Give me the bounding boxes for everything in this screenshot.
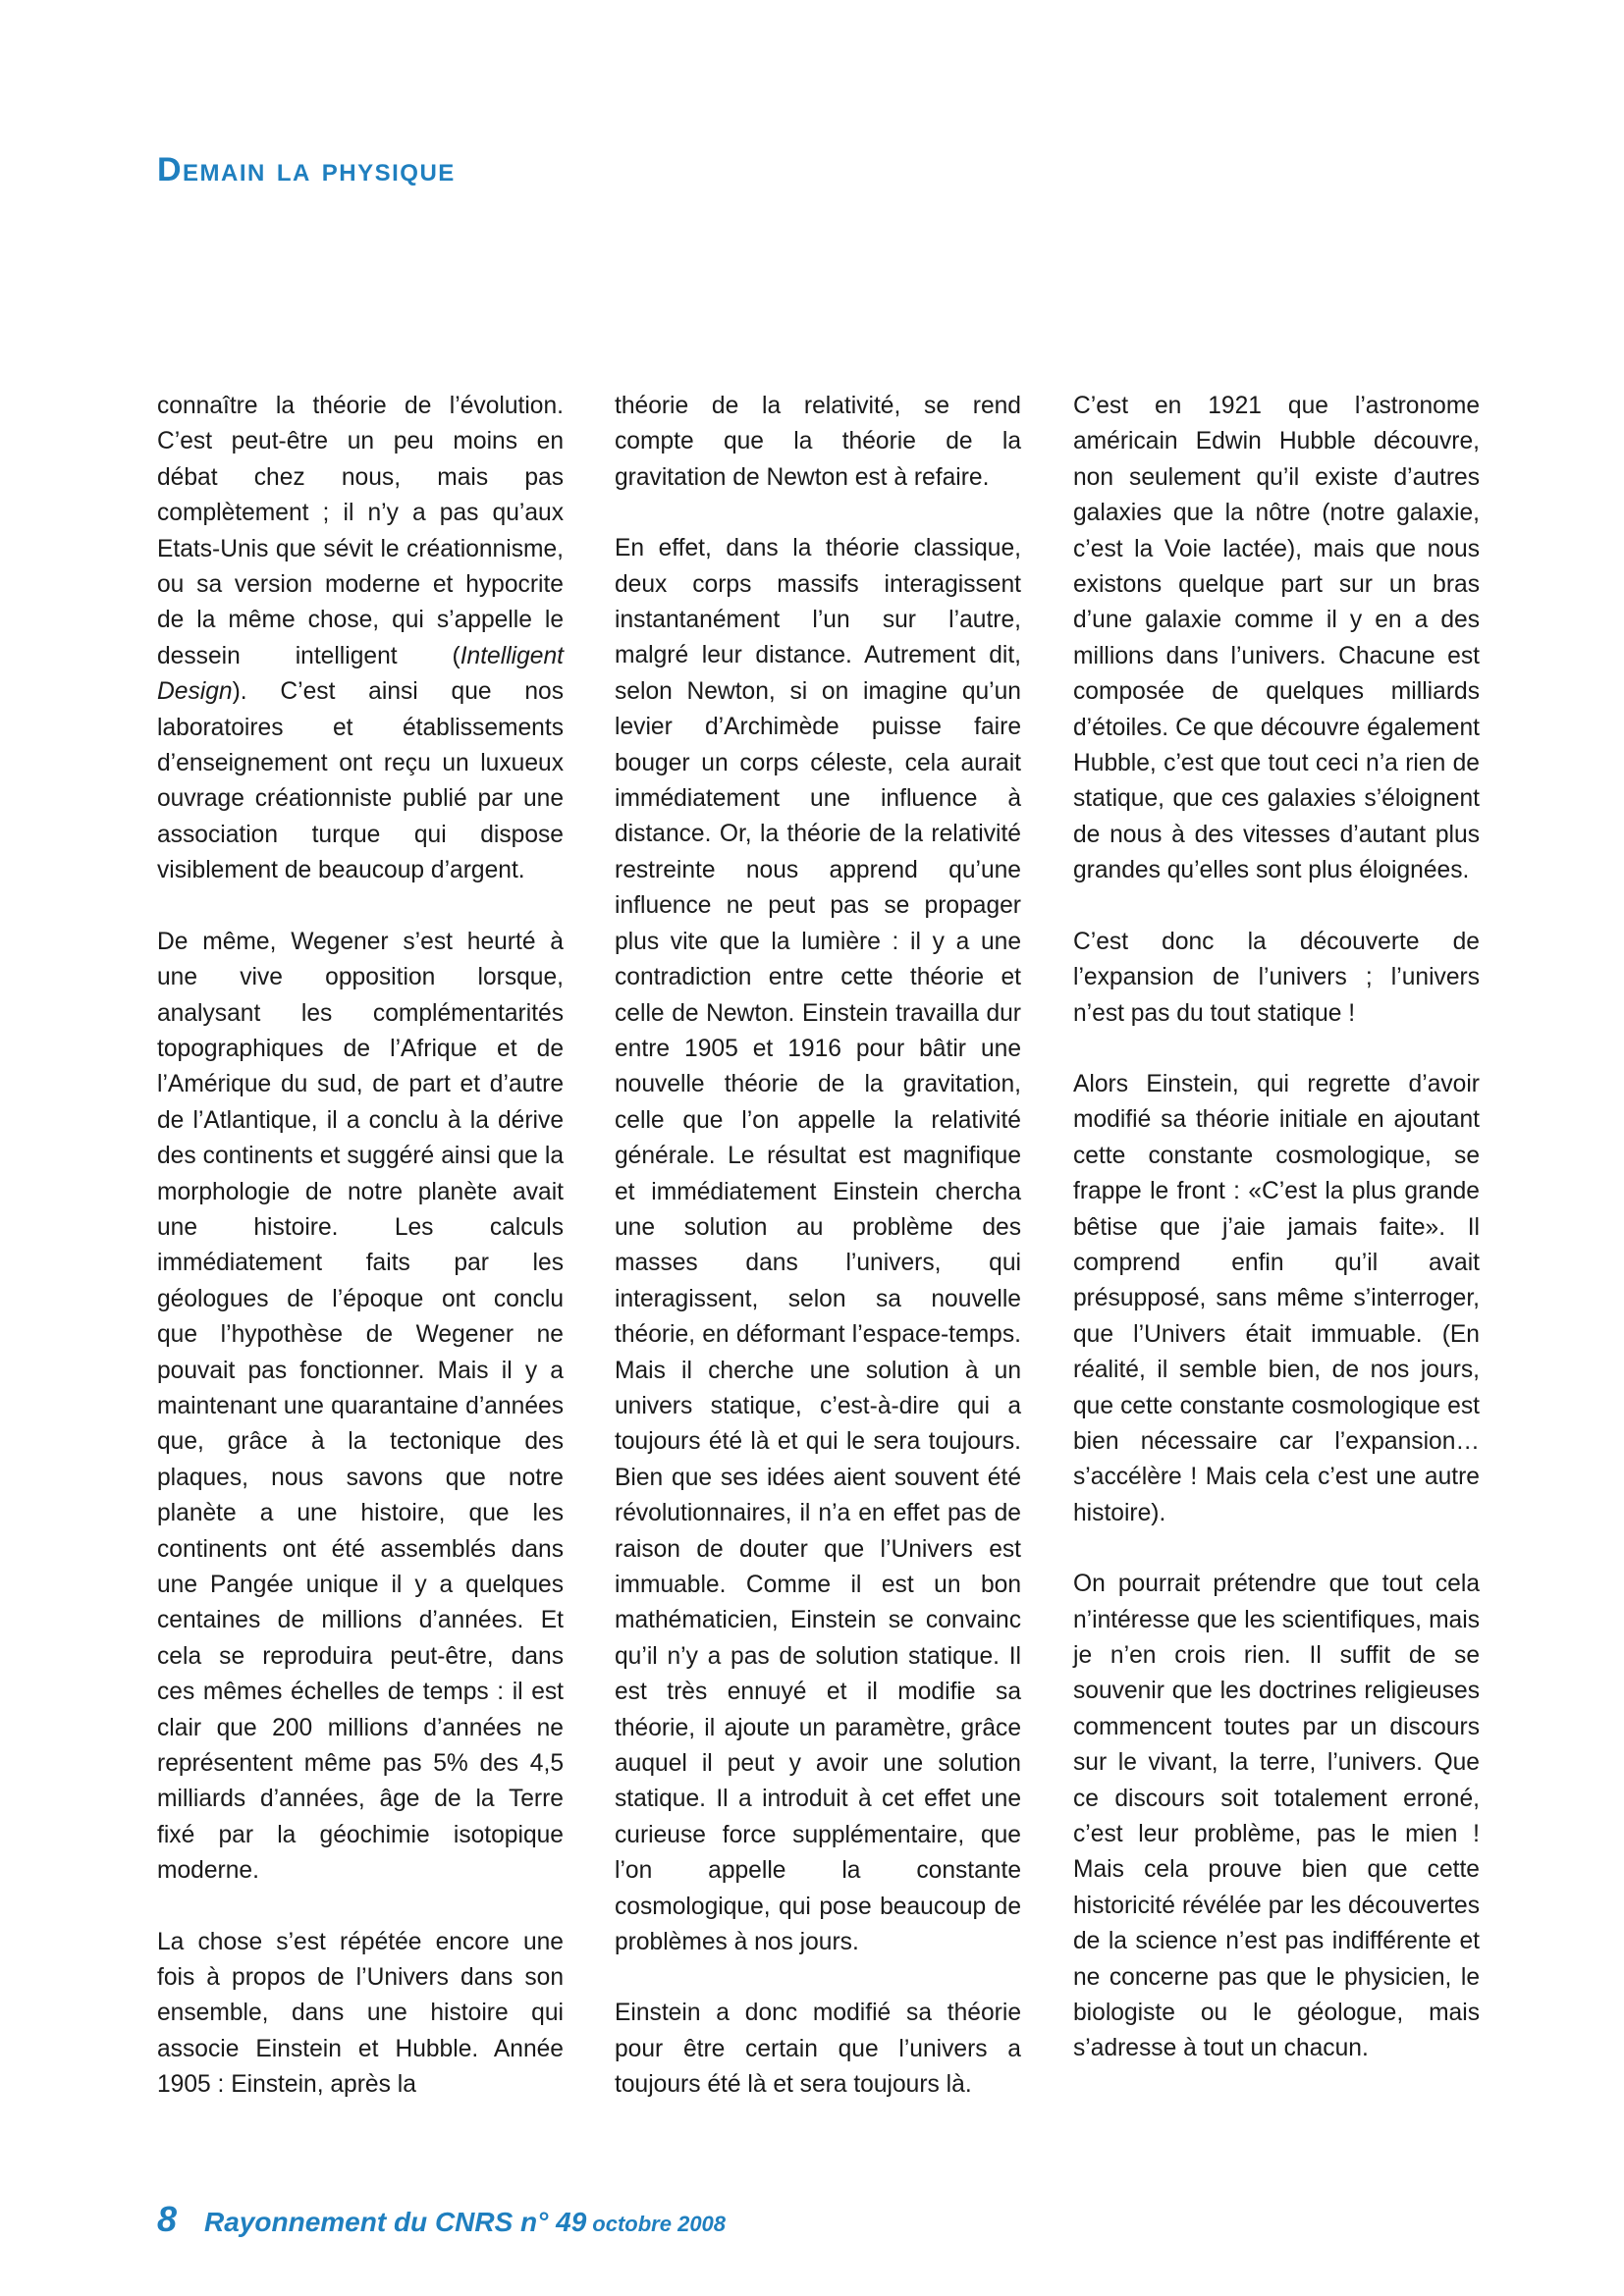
text-column-2	[615, 389, 1021, 2104]
paragraph-text: connaître la théorie de l’évolution. C’est peut-être un peu moins en débat chez nous, mais pas complètement ; il n’y a pas qu’aux Etats-Unis que sévit le créationnisme, ou sa version moderne et hypocrite de la même chose, qui s’appelle le dessein intelligent (	[157, 393, 564, 669]
paragraph: C’est donc la découverte de l’expansion de l’univers ; l’univers n’est pas du tout statique !	[1073, 928, 1480, 1027]
paragraph: La chose s’est répétée encore une fois à propos de l’Univers dans son ensemble, dans une histoire qui associe Einstein et Hubble. Année 1905 : Einstein, après la	[157, 1928, 564, 2099]
paragraph: Einstein a donc modifié sa théorie pour être certain que l’univers a toujours été là et sera toujours là.	[615, 2000, 1021, 2099]
running-head-title: Demain la physique	[157, 151, 456, 188]
paragraph: C’est en 1921 que l’astronome américain Edwin Hubble découvre, non seulement qu’il existe d’autres galaxies que la nôtre (notre galaxie, c’est la Voie lactée), mais que nous existons quelque part sur un bras d’une galaxie comme il y en a des millions dans l’univers. Chacune est composée de quelques milliards d’étoiles. Ce que découvre également Hubble, c’est que tout ceci n’a rien de statique, que ces galaxies s’éloignent de nous à des vitesses d’autant plus grandes qu’elles sont plus éloignées.	[1073, 393, 1480, 884]
page-footer	[157, 2199, 726, 2240]
publication-date: octobre 2008	[592, 2212, 727, 2236]
publication-title: Rayonnement du CNRS n° 49	[204, 2207, 587, 2237]
page-number: 8	[157, 2199, 178, 2239]
paragraph: théorie de la relativité, se rend compte que la théorie de la gravitation de Newton est à refaire.	[615, 393, 1021, 491]
paragraph: Alors Einstein, qui regrette d’avoir modifié sa théorie initiale en ajoutant cette constante cosmologique, se frappe le front : «C’est la plus grande bêtise que j’aie jamais faite». Il comprend enfin qu’il avait présupposé, sans même s’interroger, que l’Univers était immuable. (En réalité, il semble bien, de nos jours, que cette constante cosmologique est bien nécessaire car l’expansion… s’accélère ! Mais cela c’est une autre histoire).	[1073, 1070, 1480, 1526]
italic-term: Intelligent Design	[157, 642, 564, 706]
paragraph	[157, 389, 564, 889]
text-column-3	[1073, 389, 1480, 2067]
paragraph: On pourrait prétendre que tout cela n’intéresse que les scientifiques, mais je n’en crois rien. Il suffit de se souvenir que les doctrines religieuses commencent toutes par un discours sur le vivant, la terre, l’univers. Que ce discours soit totalement erroné, c’est leur problème, pas le mien ! Mais cela prouve bien que cette historicité révélée par les découvertes de la science n’est pas indifférente et ne concerne pas que le physicien, le biologiste ou le géologue, mais s’adresse à tout un chacun.	[1073, 1571, 1480, 2062]
paragraph: De même, Wegener s’est heurté à une vive opposition lorsque, analysant les complémentarités topographiques de l’Afrique et de l’Amérique du sud, de part et d’autre de l’Atlantique, il a conclu à la dérive des continents et suggéré ainsi que la morphologie de notre planète avait une histoire. Les calculs immédiatement faits par les géologues de l’époque ont conclu que l’hypothèse de Wegener ne pouvait pas fonctionner. Mais il y a maintenant une quarantaine d’années que, grâce à la tectonique des plaques, nous savons que notre planète a une histoire, que les continents ont été assemblés dans une Pangée unique il y a quelques centaines de millions d’années. Et cela se reproduira peut-être, dans ces mêmes échelles de temps : il est clair que 200 millions d’années ne représentent même pas 5% des 4,5 milliards d’années, âge de la Terre fixé par la géochimie isotopique moderne.	[157, 928, 564, 1885]
paragraph-text: ). C’est ainsi que nos laboratoires et établissements d’enseignement ont reçu un luxueux ouvrage créationniste publié par une association turque qui dispose visiblement de beaucoup d’argent.	[157, 678, 564, 884]
paragraph: En effet, dans la théorie classique, deux corps massifs interagissent instantanément l’un sur l’autre, malgré leur distance. Autrement dit, selon Newton, si on imagine qu’un levier d’Archimède puisse faire bouger un corps céleste, cela aurait immédiatement une influence à distance. Or, la théorie de la relativité restreinte nous apprend qu’une influence ne peut pas se propager plus vite que la lumière : il y a une contradiction entre cette théorie et celle de Newton. Einstein travailla dur entre 1905 et 1916 pour bâtir une nouvelle théorie de la gravitation, celle que l’on appelle la relativité générale. Le résultat est magnifique et immédiatement Einstein chercha une solution au problème des masses dans l’univers, qui interagissent, selon sa nouvelle théorie, en déformant l’espace-temps. Mais il cherche une solution à un univers statique, c’est-à-dire qui a toujours été là et qui le sera toujours. Bien que ses idées aient souvent été révolutionnaires, il n’a en effet pas de raison de douter que l’Univers est immuable. Comme il est un bon mathématicien, Einstein se convainc qu’il n’y a pas de solution statique. Il est très ennuyé et il modifie sa théorie, il ajoute un paramètre, grâce auquel il peut y avoir une solution statique. Il a introduit à cet effet une curieuse force supplémentaire, que l’on appelle la constante cosmologique, qui pose beaucoup de problèmes à nos jours.	[615, 535, 1021, 1956]
text-column-1	[157, 389, 564, 2104]
